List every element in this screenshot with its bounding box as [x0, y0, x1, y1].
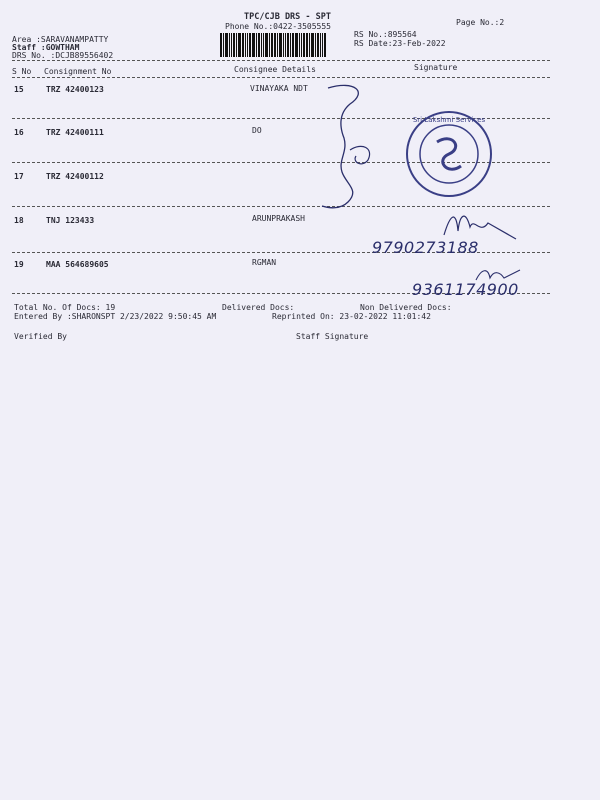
barcode-bar — [311, 33, 314, 57]
row-sno: 16 — [14, 128, 24, 137]
barcode-bar — [309, 33, 310, 57]
row-consignment: TRZ 42400112 — [46, 172, 104, 181]
barcode-bar — [231, 33, 232, 57]
barcode-bar — [245, 33, 246, 57]
row-consignee: ARUNPRAKASH — [252, 214, 305, 223]
row-consignee: RGMAN — [252, 258, 277, 267]
barcode-bar — [299, 33, 300, 57]
total-docs: Total No. Of Docs: 19 — [14, 303, 116, 312]
barcode-bar — [223, 33, 224, 57]
barcode — [220, 33, 346, 57]
barcode-bar — [274, 33, 276, 57]
barcode-bar — [324, 33, 326, 57]
handwritten-phone: 9790273188 — [372, 238, 479, 257]
barcode-bar — [285, 33, 286, 57]
entered-by: Entered By :SHARONSPT 2/23/2022 9:50:45 AM — [14, 312, 217, 321]
staff-signature: Staff Signature — [296, 332, 369, 341]
barcode-bar — [320, 33, 321, 57]
barcode-bar — [301, 33, 302, 57]
barcode-bar — [283, 33, 284, 57]
barcode-bar — [265, 33, 268, 57]
barcode-bar — [287, 33, 289, 57]
row-sno: 19 — [14, 260, 24, 269]
barcode-bar — [306, 33, 308, 57]
signature-scribble — [320, 80, 380, 215]
page-number: Page No.:2 — [456, 18, 505, 27]
col-sno: S No — [12, 67, 32, 76]
barcode-bar — [290, 33, 291, 57]
stamp-text: Sri Lakshmi Services — [412, 116, 486, 124]
barcode-bar — [225, 33, 228, 57]
handwritten-phone: 9361174900 — [412, 280, 519, 299]
row-consignee: DO — [252, 126, 262, 135]
reprinted-on: Reprinted On: 23-02-2022 11:01:42 — [272, 312, 431, 321]
barcode-bar — [295, 33, 298, 57]
barcode-bar — [315, 33, 316, 57]
barcode-bar — [269, 33, 270, 57]
row-sno: 17 — [14, 172, 24, 181]
barcode-bar — [252, 33, 255, 57]
drs-number: DRS No. :DCJB89556402 — [12, 51, 114, 60]
divider — [12, 60, 550, 61]
barcode-bar — [322, 33, 323, 57]
barcode-bar — [220, 33, 222, 57]
rs-date: RS Date:23-Feb-2022 — [354, 39, 446, 48]
barcode-bar — [258, 33, 260, 57]
col-consignment: Consignment No — [44, 67, 112, 76]
barcode-bar — [317, 33, 319, 57]
row-sno: 18 — [14, 216, 24, 225]
barcode-bar — [279, 33, 282, 57]
non-delivered-docs: Non Delivered Docs: — [360, 303, 452, 312]
barcode-bar — [233, 33, 235, 57]
barcode-bar — [238, 33, 241, 57]
barcode-bar — [256, 33, 257, 57]
barcode-bar — [236, 33, 237, 57]
rs-number: RS No.:895564 — [354, 30, 417, 39]
barcode-bar — [242, 33, 244, 57]
area-label: Area :SARAVANAMPATTY — [12, 35, 109, 44]
row-consignment: TRZ 42400123 — [46, 85, 104, 94]
verified-by: Verified By — [14, 332, 67, 341]
delivered-docs: Delivered Docs: — [222, 303, 295, 312]
row-consignee: VINAYAKA NDT — [250, 84, 308, 93]
barcode-bar — [249, 33, 251, 57]
row-consignment: MAA 564689605 — [46, 260, 109, 269]
document-title: TPC/CJB DRS - SPT — [244, 12, 331, 22]
barcode-bar — [229, 33, 230, 57]
barcode-bar — [263, 33, 264, 57]
divider — [12, 77, 550, 78]
col-consignee: Consignee Details — [234, 65, 316, 74]
barcode-bar — [271, 33, 273, 57]
barcode-bar — [277, 33, 278, 57]
barcode-bar — [261, 33, 262, 57]
barcode-bar — [303, 33, 305, 57]
row-consignment: TNJ 123433 — [46, 216, 95, 225]
row-sno: 15 — [14, 85, 24, 94]
barcode-bar — [247, 33, 248, 57]
staff-label: Staff :GOWTHAM — [12, 43, 80, 52]
col-signature: Signature — [414, 63, 458, 72]
phone-number: Phone No.:0422-3505555 — [225, 22, 331, 31]
company-stamp — [403, 108, 495, 200]
barcode-bar — [292, 33, 294, 57]
row-consignment: TRZ 42400111 — [46, 128, 104, 137]
